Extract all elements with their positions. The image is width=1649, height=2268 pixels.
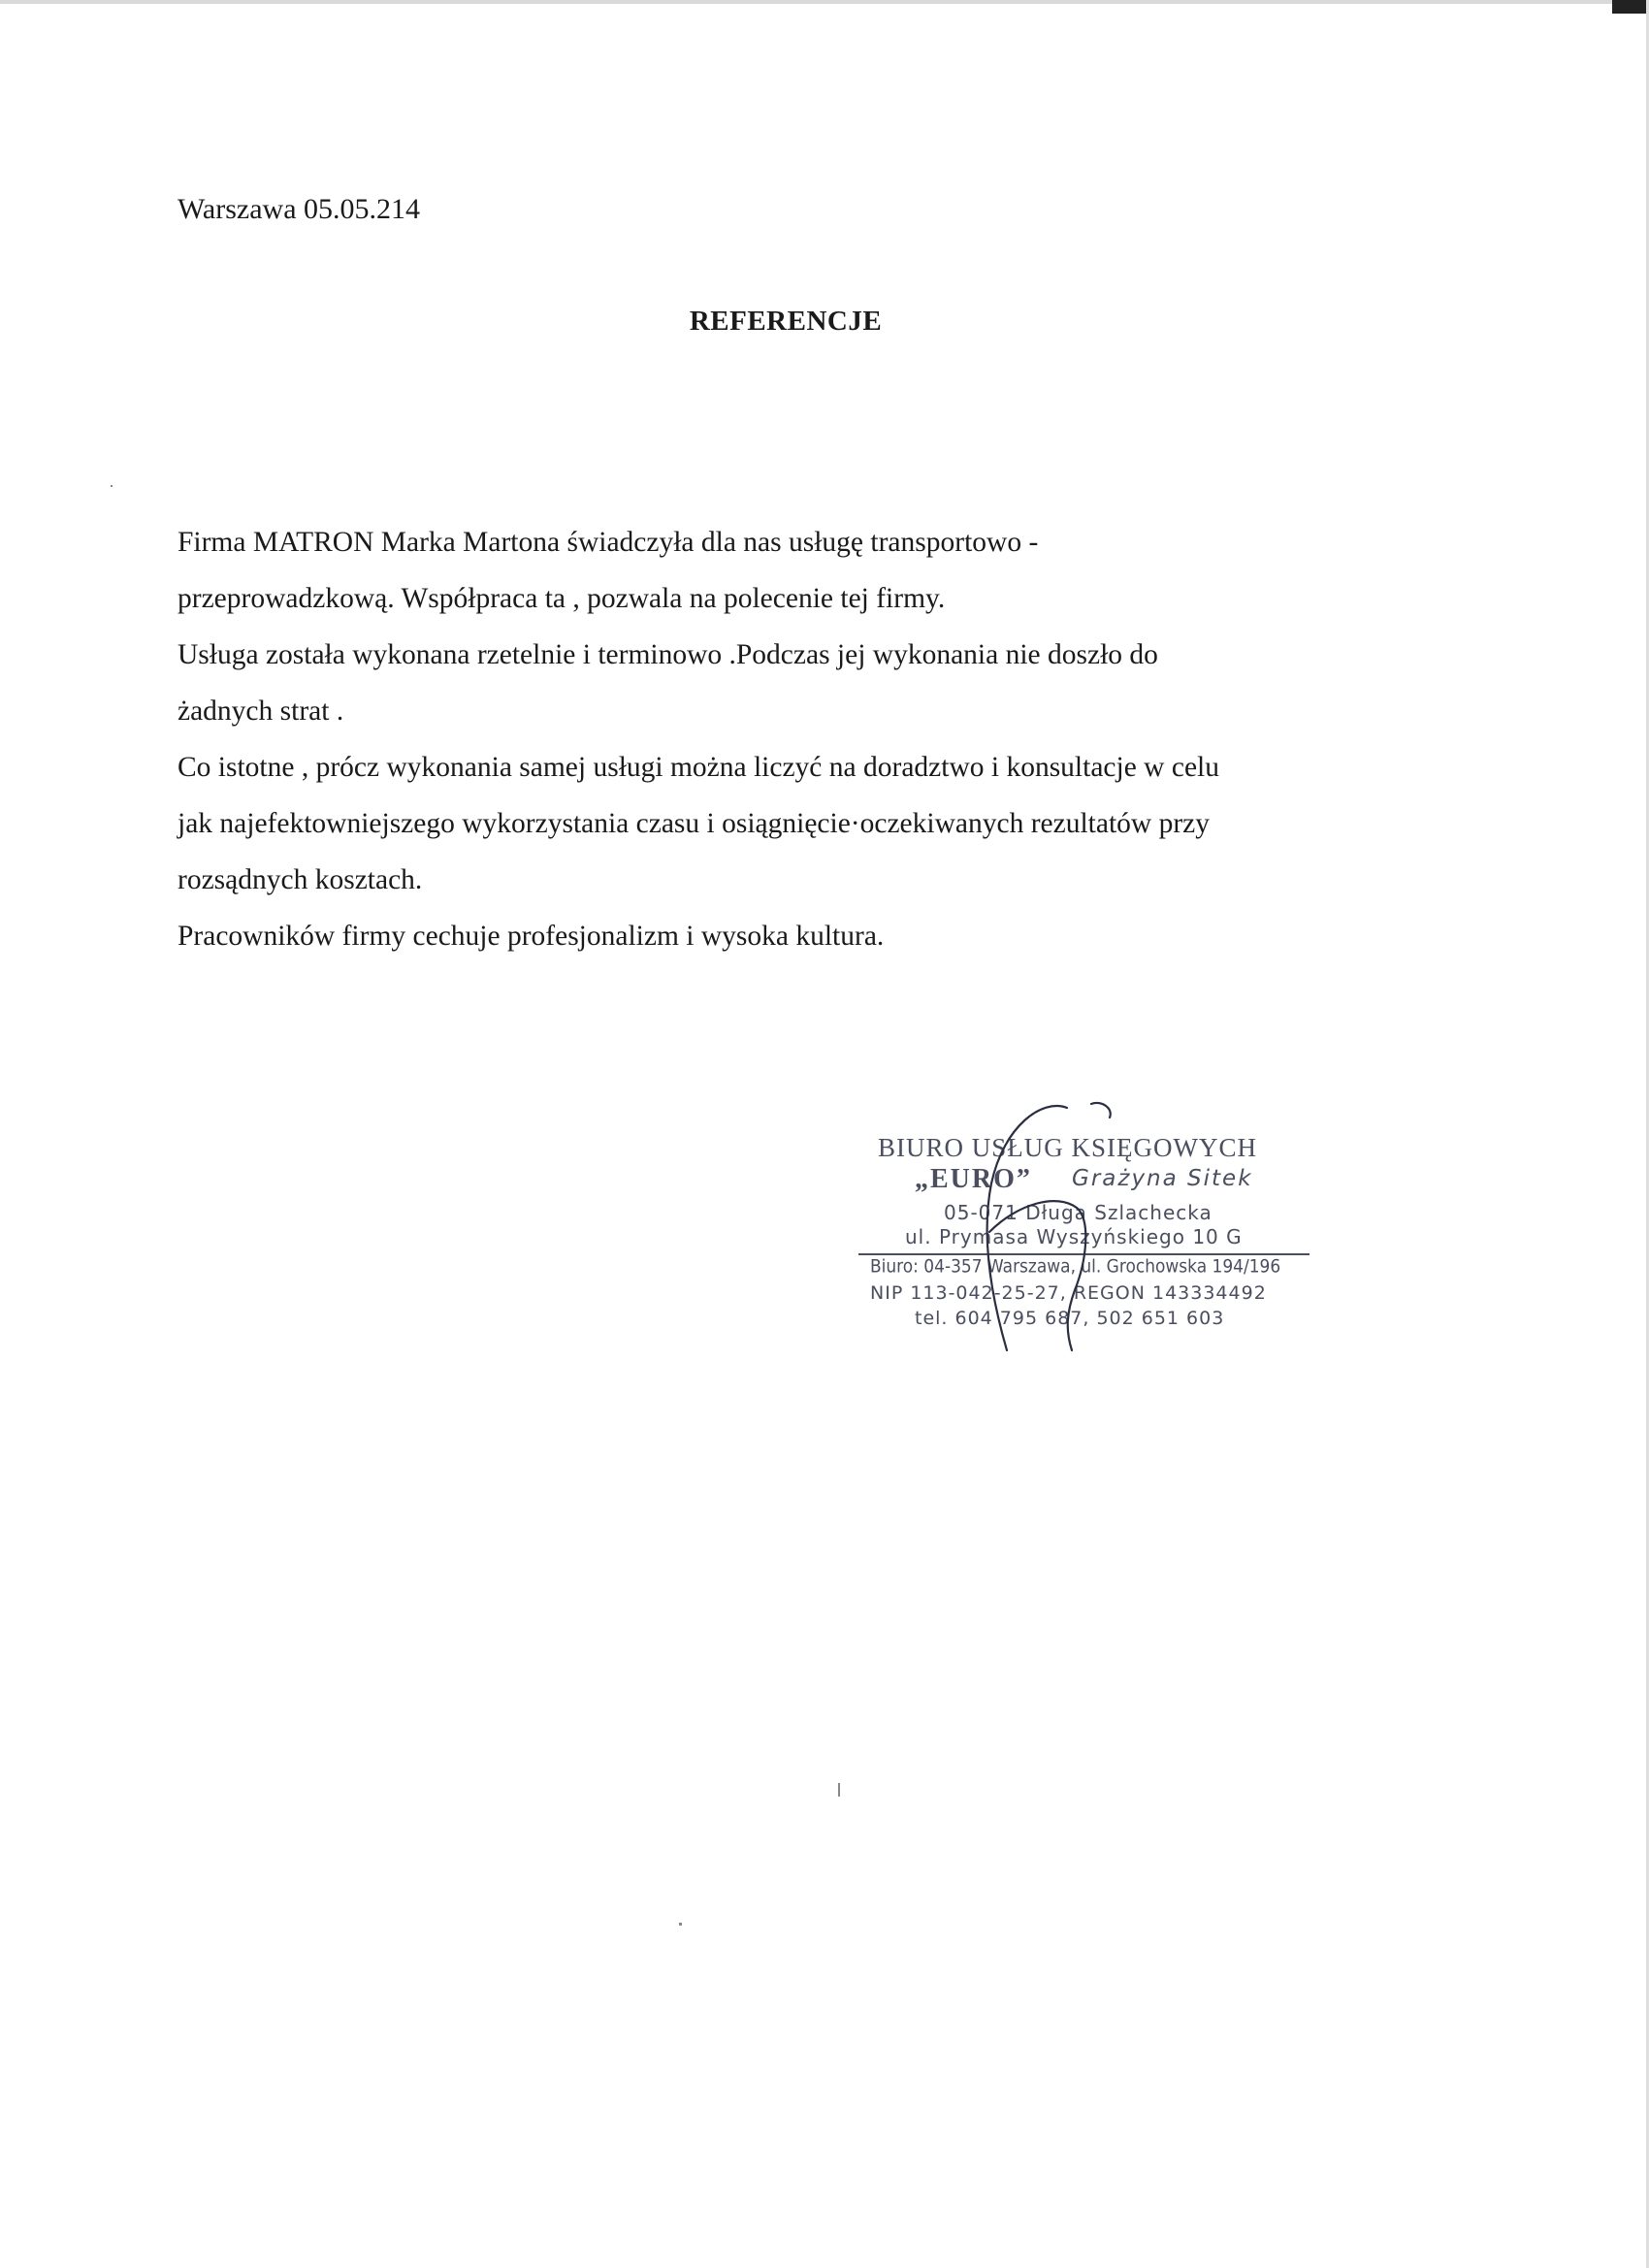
body-line: Pracowników firmy cechuje profesjonalizm i wysoka kultura. — [178, 921, 885, 952]
scan-corner-mark — [1612, 0, 1649, 14]
stamp-phone: tel. 604 795 687, 502 651 603 — [915, 1308, 1225, 1329]
scan-speck — [838, 1783, 840, 1797]
signature-stroke — [1091, 1103, 1111, 1118]
letter-body — [178, 514, 1371, 964]
stamp-office-address: Biuro: 04-357 Warszawa, ul. Grochowska 194/196 — [870, 1255, 1281, 1279]
stamp-brand: „EURO” — [915, 1164, 1032, 1194]
stamp-company-name: BIURO USŁUG KSIĘGOWYCH — [878, 1133, 1257, 1162]
stamp-street-address: ul. Prymasa Wyszyńskiego 10 G — [905, 1225, 1243, 1248]
stamp-owner: Grażyna Sitek — [1072, 1166, 1253, 1191]
place-date: Warszawa 05.05.214 — [178, 193, 421, 225]
scan-speck — [111, 485, 113, 487]
body-line: jak najefektowniejszego wykorzystania czasu i osiągnięcie·oczekiwanych rezultatów przy — [178, 808, 1211, 839]
body-line: przeprowadzkową. Współpraca ta , pozwala na polecenie tej firmy. — [178, 583, 946, 614]
signature-stroke — [987, 1106, 1067, 1350]
signature-stroke — [989, 1201, 1085, 1350]
body-line: Co istotne , prócz wykonania samej usługi można liczyć na doradztwo i konsultacje w celu — [178, 752, 1219, 783]
handwritten-signature — [931, 1096, 1145, 1358]
body-line: Firma MATRON Marka Martona świadczyła dla nas usługę transportowo - — [178, 527, 1039, 558]
scan-top-edge — [0, 0, 1649, 4]
letter-title: REFERENCJE — [689, 306, 883, 337]
body-line: żadnych strat . — [178, 696, 344, 727]
scan-speck — [679, 1923, 682, 1926]
body-line: rozsądnych kosztach. — [178, 864, 423, 895]
body-line: Usługa została wykonana rzetelnie i terminowo .Podczas jej wykonania nie doszło do — [178, 639, 1158, 670]
stamp-tax-ids: NIP 113-042-25-27, REGON 143334492 — [870, 1282, 1267, 1304]
stamp-postal-address: 05-071 Długa Szlachecka — [944, 1201, 1212, 1224]
